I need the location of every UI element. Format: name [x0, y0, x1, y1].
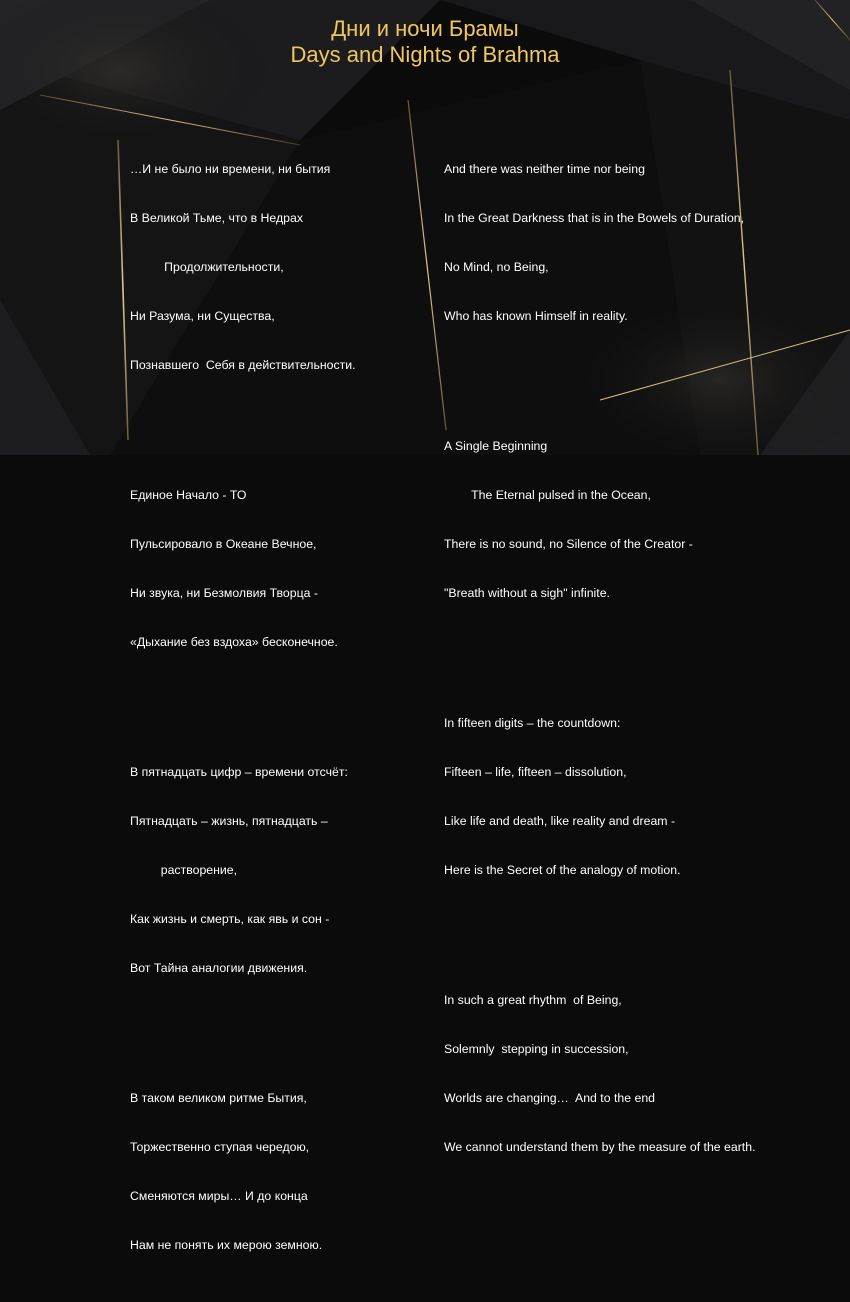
- stanza: [130, 732, 356, 1009]
- poem-line: Сменяются миры… И до конца: [130, 1188, 308, 1203]
- poem-line: Solemnly stepping in succession,: [444, 1042, 629, 1057]
- stanza: [444, 960, 755, 1188]
- poem-line: В таком великом ритме Бытия,: [130, 1091, 307, 1106]
- poem-line: «Дыхание без вздоха» бесконечное.: [130, 634, 338, 649]
- poem-line: Вот Тайна аналогии движения.: [130, 960, 308, 975]
- poem-line: No Mind, no Being,: [444, 259, 549, 274]
- stanza: [130, 1058, 356, 1286]
- poem-line: And there was neither time nor being: [444, 162, 645, 177]
- poem-russian: [130, 96, 356, 1302]
- poem-line: Единое Начало - ТО: [130, 488, 247, 503]
- page-title-en: Days and Nights of Brahma: [290, 42, 560, 67]
- poem-english: [444, 96, 755, 1204]
- poem-line: There is no sound, no Silence of the Creator -: [444, 537, 693, 552]
- poem-line: The Eternal pulsed in the Ocean,: [444, 488, 651, 503]
- poem-line: Как жизнь и смерть, как явь и сон -: [130, 911, 330, 926]
- poem-line: Fifteen – life, fifteen – dissolution,: [444, 765, 627, 780]
- page-title-ru: Дни и ночи Брамы: [331, 16, 519, 41]
- poem-line: A Single Beginning: [444, 439, 548, 454]
- poem-line: растворение,: [130, 862, 238, 877]
- poem-line: Нам не понять их мерою земною.: [130, 1237, 323, 1252]
- poem-line: В пятнадцать цифр – времени отсчёт:: [130, 765, 348, 780]
- poem-line: Ни звука, ни Безмолвия Творца -: [130, 585, 319, 600]
- poem-line: Like life and death, like reality and dream -: [444, 814, 676, 829]
- stanza: [444, 683, 755, 911]
- poem-line: In fifteen digits – the countdown:: [444, 716, 621, 731]
- poem-line: In the Great Darkness that is in the Bowels of Duration,: [444, 211, 745, 226]
- poem-line: Пятнадцать – жизнь, пятнадцать –: [130, 814, 328, 829]
- poem-line: Ни Разума, ни Существа,: [130, 308, 275, 323]
- poem-line: Worlds are changing… And to the end: [444, 1091, 656, 1106]
- poem-line: Продолжительности,: [130, 259, 284, 274]
- poem-line: Пульсировало в Океане Вечное,: [130, 537, 317, 552]
- poem-line: Who has known Himself in reality.: [444, 308, 628, 323]
- poem-line: Торжественно ступая чередою,: [130, 1140, 310, 1154]
- poem-line: We cannot understand them by the measure of the earth.: [444, 1140, 756, 1154]
- stanza: [130, 455, 356, 683]
- poem-line: Познавшего Себя в действительности.: [130, 357, 356, 372]
- poem-line: In such a great rhythm of Being,: [444, 993, 622, 1008]
- poem-line: …И не было ни времени, ни бытия: [130, 162, 331, 177]
- stanza: [444, 129, 755, 357]
- poem-line: Here is the Secret of the analogy of motion.: [444, 862, 681, 877]
- stanza: [444, 406, 755, 634]
- poem-line: "Breath without a sigh" infinite.: [444, 585, 610, 600]
- poem-line: В Великой Тьме, что в Недрах: [130, 211, 303, 226]
- stanza: [130, 129, 356, 406]
